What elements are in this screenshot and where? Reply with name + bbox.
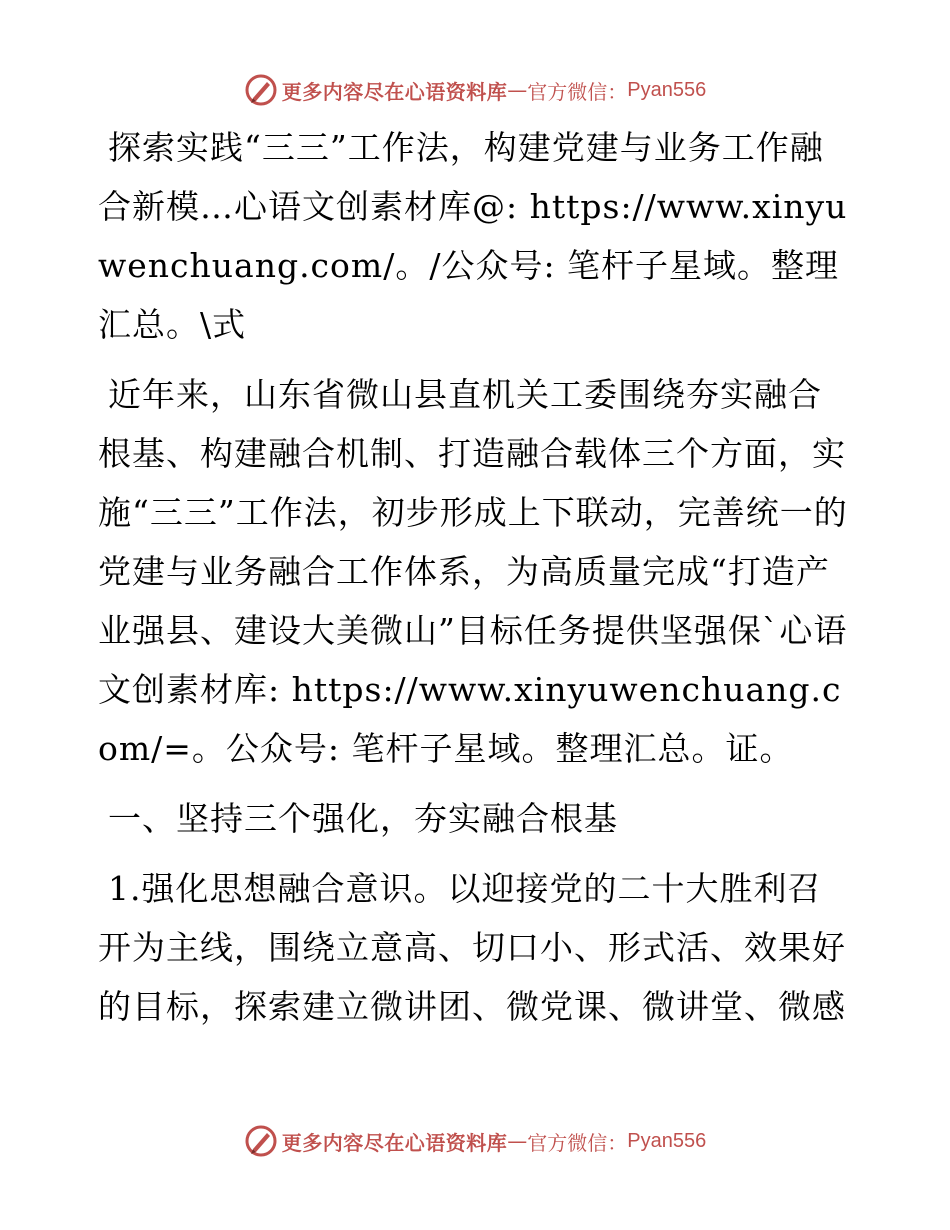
banner-wechat-label: 官方微信： (527, 79, 628, 104)
banner-wechat-label: 官方微信： (527, 1130, 628, 1155)
document-body (98, 118, 850, 1047)
banner-wechat-id: Pyan556 (627, 78, 707, 101)
banner-wechat-id: Pyan556 (627, 1129, 707, 1152)
paragraph-title: 探索实践“三三”工作法，构建党建与业务工作融合新模…心语文创素材库@: https://www.xinyuwenchuang.com/。/公众号: 笔杆子星域。整理汇总。\式 (98, 128, 848, 344)
banner-main-text: 更多内容尽在心语资料库 (281, 79, 508, 104)
paragraph-intro: 近年来，山东省微山县直机关工委围绕夯实融合根基、构建融合机制、打造融合载体三个方面，实施“三三”工作法，初步形成上下联动，完善统一的党建与业务融合工作体系，为高质量完成“打造产业强县、建设大美微山”目标任务提供坚强保`心语文创素材库: https://www.xinyuwenchuang.com/=。公众号: 笔杆子星域。整理汇总。证。 (98, 375, 848, 768)
header-banner (0, 70, 950, 110)
pen-logo-icon (244, 73, 278, 107)
paragraph-item-1: 1.强化思想融合意识。以迎接党的二十大胜利召开为主线，围绕立意高、切口小、形式活、效果好的目标，探索建立微讲团、微党课、微讲堂、微感 (98, 869, 846, 1026)
banner-dash: — (507, 1129, 528, 1153)
banner-dash: — (507, 78, 528, 102)
footer-banner (0, 1121, 950, 1161)
section-heading: 一、坚持三个强化，夯实融合根基 (108, 799, 618, 838)
banner-main-text: 更多内容尽在心语资料库 (281, 1130, 508, 1155)
pen-logo-icon (244, 1124, 278, 1158)
